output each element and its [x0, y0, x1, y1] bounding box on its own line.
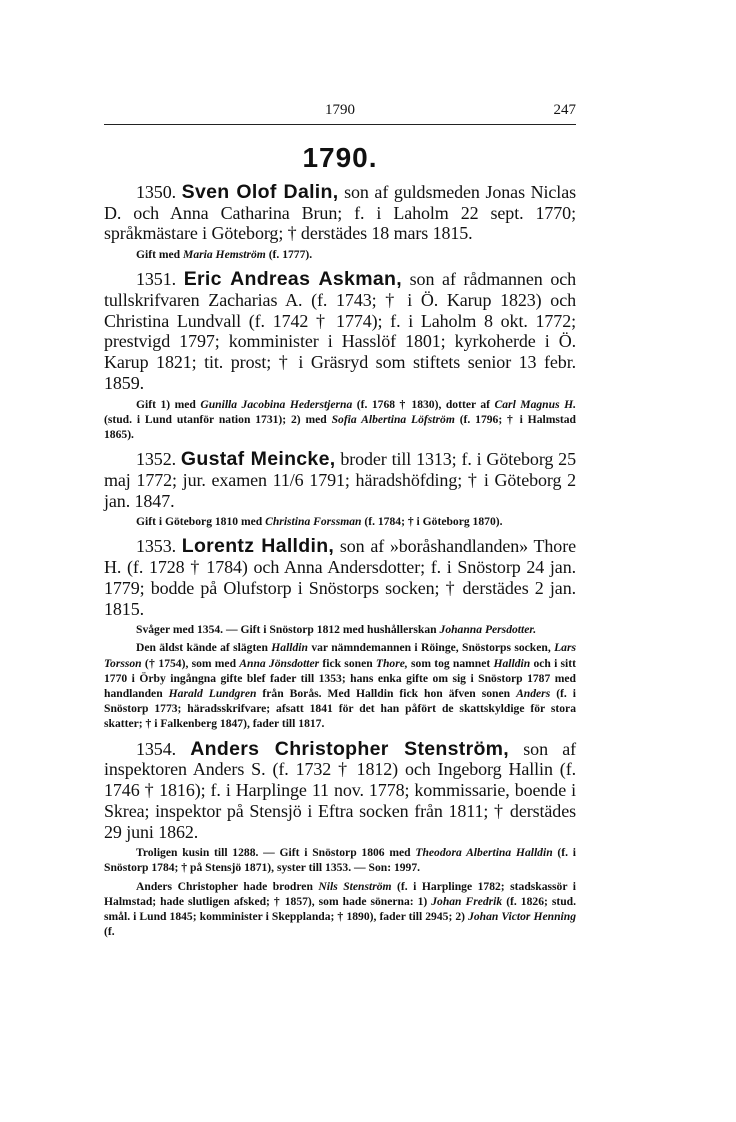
note-segment: och i sitt 1770 i Örby ingångna gifte blef fader till 1353; hans enka gifte om sig i Snöstorp 1787 med handlanden [104, 656, 576, 701]
entry-number: 1352. [136, 449, 177, 470]
note-segment: fick sonen [319, 656, 376, 670]
note-italic-segment: Thore, [375, 656, 408, 670]
entry-text: son af rådmannen och tullskrifvaren Zacharias A. (f. 1743; † i Ö. Karup 1823) och Christina Lundvall (f. 1742 † 1774); f. i Laholm 8 okt. 1772; prestvigd 1797; komminister i Hasslöf 1801; kyrkoherde i Ö. Karup 1821; tit. prost; † i Gräsryd som stiftets senior 13 febr. 1859. [104, 269, 577, 393]
note-segment: Svåger med 1354. — Gift i Snöstorp 1812 med hushållerskan [136, 623, 440, 637]
entry-paragraph [104, 449, 576, 511]
entry-note [104, 640, 576, 731]
entry [104, 442, 576, 529]
note-segment: (f. 1784; † i Göteborg 1870). [361, 515, 503, 529]
note-italic-segment: Johan Victor Henning [468, 910, 576, 924]
note-segment: († 1754), som med [141, 656, 240, 670]
entry-note [104, 879, 576, 940]
note-italic-segment: Lars Torsson [104, 641, 576, 670]
note-italic-segment: Sofia Albertina Löfström [331, 412, 455, 426]
entry-note [104, 845, 576, 875]
entry-paragraph [104, 536, 576, 619]
entry-text: son af »boråshandlanden» Thore H. (f. 1728 † 1784) och Anna Andersdotter; f. i Snöstorp 24 jan. 1779; bodde på Olufstorp i Snöstorps socken; † derstädes 2 jan. 1815. [104, 536, 576, 619]
note-italic-segment: Anna Jönsdotter [239, 656, 320, 670]
entry-name: Anders Christopher Stenström, [190, 737, 510, 760]
entry-note [104, 397, 576, 443]
note-segment: (f. 1796; † i Halmstad 1865). [104, 412, 576, 441]
entry-number: 1354. [136, 738, 177, 759]
note-segment: Gift med [136, 248, 184, 262]
note-italic-segment: Theodora Albertina Halldin [415, 846, 553, 860]
entry-paragraph [104, 269, 576, 393]
note-segment: (f. i Snöstorp 1773; häradsskrifvare; afsatt 1841 för det han påfört de skattskyldige för stora skatter; † i Falkenberg 1847), fader till 1817. [104, 687, 577, 731]
entry [104, 529, 576, 731]
note-italic-segment: Halldin [271, 641, 308, 655]
entry-text: son af guldsmeden Jonas Niclas D. och Anna Catharina Brun; f. i Laholm 22 sept. 1770; språkmästare i Göteborg; † derstädes 18 mars 1815. [104, 182, 576, 244]
note-segment: (f. i Snöstorp 1784; † på Stensjö 1871), syster till 1353. — Son: 1997. [104, 846, 577, 875]
page-number: 247 [553, 102, 576, 118]
note-segment: (f. [104, 925, 115, 939]
entry-note [104, 247, 576, 262]
running-title: 1790 [325, 102, 355, 118]
section-title: 1790. [302, 142, 378, 173]
entry-note [104, 622, 576, 637]
entry-name: Eric Andreas Askman, [183, 268, 402, 291]
note-segment: Gift 1) med [136, 397, 201, 411]
entry-name: Sven Olof Dalin, [181, 181, 339, 203]
entry [104, 732, 576, 940]
entry-text: son af inspektoren Anders S. (f. 1732 † 1812) och Ingeborg Hallin (f. 1746 † 1816); f. i Harplinge 11 nov. 1778; kommissarie, boende i Skrea; inspektor på Stensjö i Eftra socken från 1811; † derstädes 29 juni 1862. [104, 738, 577, 842]
running-header [104, 98, 576, 125]
entry-name: Lorentz Halldin, [181, 535, 335, 558]
entry [104, 262, 576, 442]
note-italic-segment: Halldin [493, 656, 531, 670]
note-italic-segment: Christina Forssman [265, 515, 362, 529]
note-italic-segment: Johan Fredrik [431, 894, 503, 908]
note-segment: (f. 1826; stud. smål. i Lund 1845; komminister i Skepplanda; † 1890), fader till 2945; 2) [104, 894, 576, 924]
entries-list [104, 182, 576, 939]
entry [104, 182, 576, 262]
note-segment: (f. 1768 † 1830), dotter af [352, 397, 495, 411]
note-segment: (f. 1777). [265, 248, 313, 262]
note-italic-segment: Maria Hemström [183, 248, 266, 262]
note-segment: Gift i Göteborg 1810 med [136, 515, 266, 529]
note-segment: Troligen kusin till 1288. — Gift i Snöstorp 1806 med [136, 846, 416, 860]
entry-note [104, 514, 576, 529]
entry-paragraph [104, 739, 576, 843]
note-segment: från Borås. Med Halldin fick hon äfven sonen [256, 687, 517, 701]
note-italic-segment: Nils Stenström [318, 879, 392, 893]
note-italic-segment: Carl Magnus H. [494, 397, 576, 411]
note-italic-segment: Johanna Persdotter. [439, 623, 537, 637]
note-italic-segment: Harald Lundgren [168, 687, 257, 701]
note-segment: (stud. i Lund utanför nation 1731); 2) med [104, 412, 332, 426]
entry-number: 1350. [136, 182, 177, 202]
note-segment: Anders Christopher hade brodren [136, 879, 319, 893]
note-italic-segment: Anders [516, 687, 551, 701]
entry-number: 1351. [136, 269, 177, 290]
entry-number: 1353. [136, 536, 177, 557]
note-segment: Den äldst kände af slägten [136, 641, 272, 655]
entry-text: broder till 1313; f. i Göteborg 25 maj 1772; jur. examen 11/6 1791; häradshöfding; † i Göteborg 2 jan. 1847. [104, 449, 576, 511]
note-segment: som tog namnet [407, 656, 494, 670]
entry-name: Gustaf Meincke, [180, 448, 336, 471]
note-segment: var nämndemannen i Röinge, Snöstorps socken, [307, 641, 555, 655]
entry-paragraph [104, 182, 576, 244]
note-italic-segment: Gunilla Jacobina Hederstjerna [200, 397, 353, 411]
note-segment: (f. i Harplinge 1782; stadskassör i Halmstad; hade slutligen afsked; † 1857), som hade sönerna: 1) [104, 879, 576, 908]
